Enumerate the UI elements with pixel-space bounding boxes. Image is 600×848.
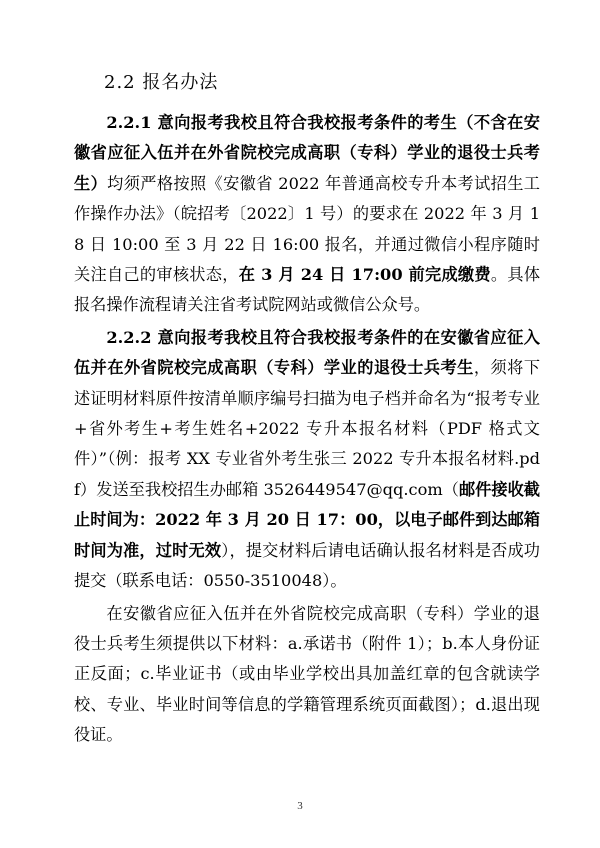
bold-text-run: 邮件接收截止时间为：2022 年 3 月 20 日 17：00，以电子邮件到达邮箱时间为准，过时无效 [74,479,540,560]
section-heading: 2.2 报名办法 [104,72,219,93]
paragraph-2-2-2 [74,323,540,597]
text-run: ），提交材料后请电话确认报名材料是否成功提交（联系电话：0550-3510048）。 [74,540,540,591]
bold-text-run: 2.2.2 意向报考我校且符合我校报考条件的在安徽省应征入伍并在外省院校完成高职（专科）学业的退役士兵考生 [74,327,540,378]
page-number: 3 [297,800,303,812]
page-content [74,68,540,751]
text-run: 在安徽省应征入伍并在外省院校完成高职（专科）学业的退役士兵考生须提供以下材料：a.承诺书（附件 1）；b.本人身份证正反面；c.毕业证书（或由毕业学校出具加盖红章的包含就读学校、专业、毕业时间等信息的学籍管理系统页面截图）；d.退出现役证。 [74,603,540,745]
bold-text-run: 在 3 月 24 日 17:00 前完成缴费 [238,265,491,285]
text-run: ，须将下述证明材料原件按清单顺序编号扫描为电子档并命名为“报考专业+省外考生+考生姓名+2022 专升本报名材料（PDF 格式文件）”（例：报考 XX 专业省外考生张三 2022 专升本报名材料.pdf）发送至我校招生办邮箱 3526449547@qq.com（ [74,358,541,499]
paragraph-materials [74,599,540,751]
bold-text-run: 2.2.1 意向报考我校且符合我校报考条件的考生（不含在安徽省应征入伍并在外省院校完成高职（专科）学业的退役士兵考生） [74,113,540,193]
paragraph-2-2-1 [74,108,540,321]
text-run: 均须严格按照《安徽省 2022 年普通高校专升本考试招生工作操作办法》（皖招考〔2022〕1 号）的要求在 2022 年 3 月 18 日 10:00 至 3 月 22 日 16:00 报名，并通过微信小程序随时关注自己的审核状态， [74,173,540,285]
text-run: 。具体报名操作流程请关注省考试院网站或微信公众号。 [74,265,541,315]
